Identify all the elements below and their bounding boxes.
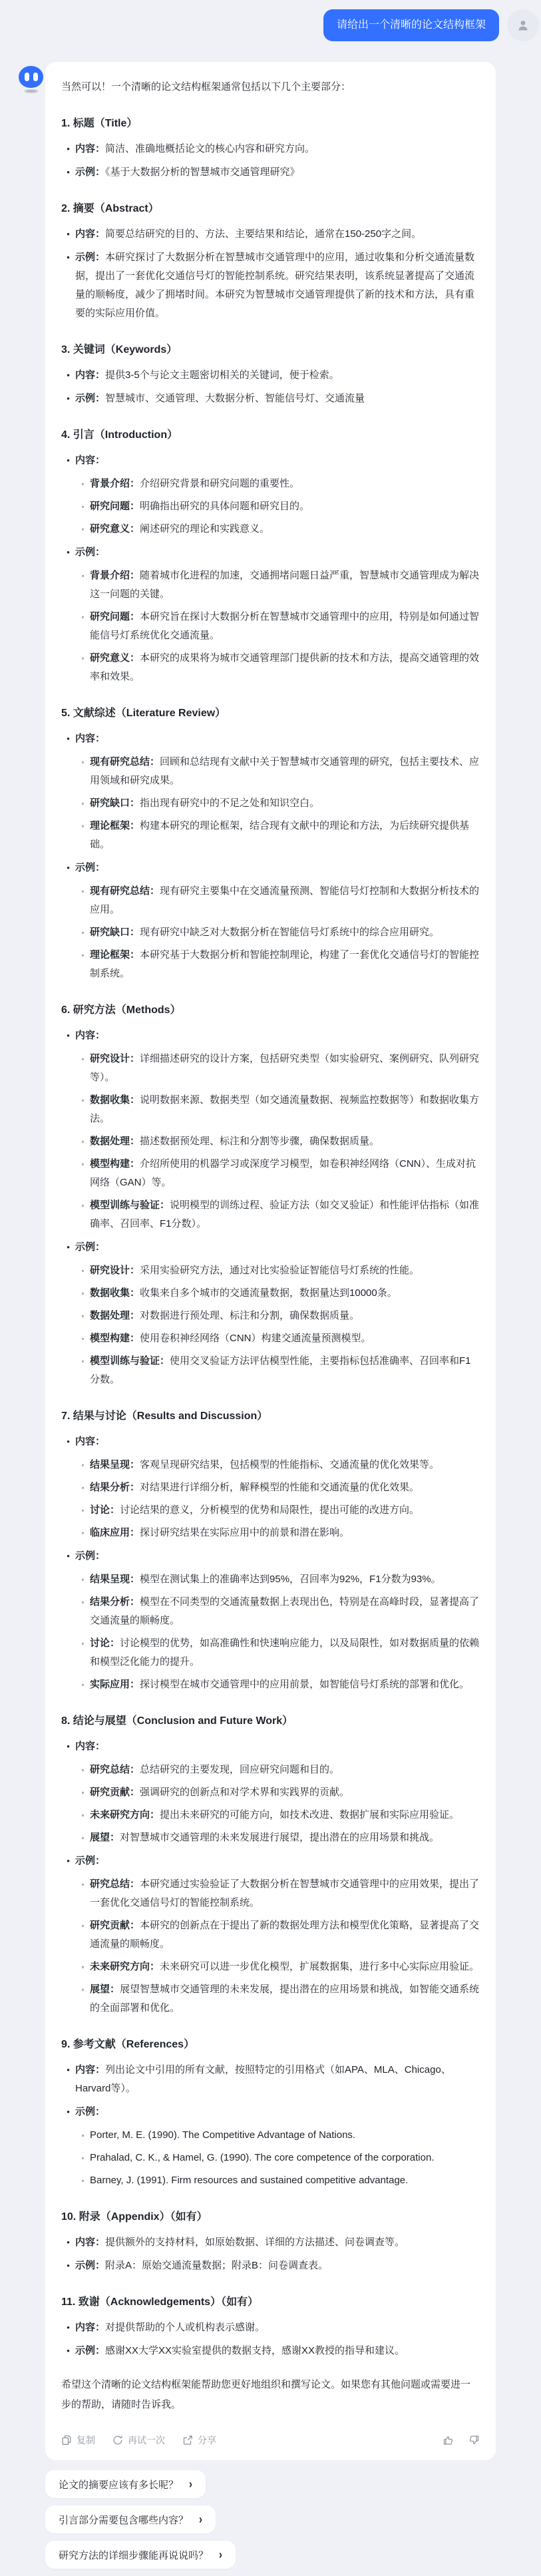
share-icon [182,2435,193,2446]
sub-list-item [76,2126,480,2145]
section-heading: 4. 引言（Introduction） [61,429,178,441]
bullet-circle-icon: ◦ [81,612,85,622]
sub-list-item-text: 研究缺口：指出现有研究中的不足之处和知识空白。 [90,797,320,809]
list-item-text: 示例：附录A：原始交通流量数据；附录B：问卷调查表。 [75,2260,329,2271]
sub-list-item [76,1761,480,1779]
section-heading: 3. 关键词（Keywords） [61,344,178,355]
chevron-right-icon: › [199,2512,203,2527]
list-item-text: 内容：提供3-5个与论文主题密切相关的关键词，便于检索。 [75,369,339,381]
list-item [61,730,480,748]
sub-list-item-text: 数据收集：说明数据来源、数据类型（如交通流量数据、视频监控数据等）和数据收集方法。 [90,1094,480,1124]
sub-list [76,566,480,686]
sub-list-item-text: 实际应用：探讨模型在城市交通管理中的应用前景，如智能信号灯系统的部署和优化。 [90,1679,470,1690]
bullet-circle-icon: ◦ [81,1357,85,1366]
bullet-icon: • [67,2237,70,2247]
bullet-circle-icon: ◦ [81,1921,85,1930]
section-heading: 7. 结果与讨论（Results and Discussion） [61,1410,268,1422]
sub-list-item-text: 模型训练与验证：使用交叉验证方法评估模型性能，主要指标包括准确率、召回率和F1分数。 [90,1355,471,1385]
sub-list-item-text: 研究设计：采用实验研究方法，通过对比实验验证智能信号灯系统的性能。 [90,1265,420,1276]
suggestion-label: 研究方法的详细步骤能再说说吗？ [59,2549,209,2561]
suggestion-label: 引言部分需要包含哪些内容？ [59,2514,189,2526]
list-item-text: 示例： [75,862,106,873]
suggestion-row [45,2470,541,2505]
list-item [61,451,480,470]
suggestion-chip[interactable] [45,2505,216,2533]
thumbs-up-button[interactable] [443,2434,454,2446]
bullet-circle-icon: ◦ [81,1054,85,1064]
sub-list-item-text: 结果分析：模型在不同类型的交通流量数据上表现出色，特别是在高峰时段，显著提高了交通流量的顺畅度。 [90,1596,480,1626]
list-item [61,1238,480,1257]
list-item [61,366,480,385]
bullet-circle-icon: ◦ [81,1289,85,1298]
sub-list-item-text: 研究设计：详细描述研究的设计方案，包括研究类型（如实验研究、案例研究、队列研究等）。 [90,1053,480,1083]
person-icon [516,18,530,33]
bullet-circle-icon: ◦ [81,1788,85,1797]
list-item-text: 内容：简要总结研究的目的、方法、主要结果和结论，通常在150-250字之间。 [75,228,422,240]
sub-list-item [76,1132,480,1151]
sub-list-item [76,1196,480,1233]
sub-list-item-text: 结果呈现：客观呈现研究结果，包括模型的性能指标、交通流量的优化效果等。 [90,1459,440,1470]
bullet-icon: • [67,2107,70,2117]
sub-list-item-text: 现有研究总结：现有研究主要集中在交通流量预测、智能信号灯控制和大数据分析技术的应用。 [90,885,480,915]
sub-list-item-text: 研究贡献：强调研究的创新点和对学术界和实践界的贡献。 [90,1787,350,1798]
bullet-icon: • [67,2322,70,2332]
sub-list [76,882,480,983]
retry-icon [112,2435,123,2446]
sub-list-item [76,1828,480,1847]
section-heading: 9. 参考文献（References） [61,2039,195,2050]
list-item [61,859,480,877]
list-item-text: 内容：简洁、准确地概括论文的核心内容和研究方向。 [75,143,315,154]
sub-list-item [76,2171,480,2190]
message-action-bar [61,2428,480,2454]
sub-list-item [76,608,480,645]
bullet-circle-icon: ◦ [81,1833,85,1842]
list-item [61,2318,480,2337]
bullet-icon: • [67,393,70,403]
chevron-right-icon: › [219,2547,223,2562]
sub-list-item [76,2149,480,2167]
sub-list-item [76,649,480,686]
bullet-circle-icon: ◦ [81,1334,85,1343]
bullet-icon: • [67,1856,70,1866]
sub-list-item [76,1352,480,1389]
list-item-text: 示例： [75,2106,106,2117]
sub-list-item-text: 数据处理：描述数据预处理、标注和分割等步骤，确保数据质量。 [90,1136,380,1147]
sub-list-item-text: 展望：对智慧城市交通管理的未来发展进行展望，提出潜在的应用场景和挑战。 [90,1832,440,1843]
list-item [61,2256,480,2275]
bullet-icon: • [67,2065,70,2075]
user-avatar [507,9,539,41]
sub-list-item [76,794,480,813]
list-item-text: 示例： [75,1855,106,1866]
sub-list-item-text: 模型构建：使用卷积神经网络（CNN）构建交通流量预测模型。 [90,1333,371,1344]
sub-list-item [76,497,480,516]
user-message-bubble: 请给出一个清晰的论文结构框架 [323,9,499,41]
list-item [61,1026,480,1045]
bullet-circle-icon: ◦ [81,1311,85,1321]
bullet-circle-icon: ◦ [81,1528,85,1538]
sub-list-item-text: 理论框架：构建本研究的理论框架，结合现有文献中的理论和方法，为后续研究提供基础。 [90,820,470,850]
bullet-icon: • [67,144,70,154]
sub-list-item-text: 结果分析：对结果进行详细分析，解释模型的性能和交通流量的优化效果。 [90,1482,420,1493]
sub-list-item [76,1284,480,1303]
bullet-icon: • [67,1741,70,1751]
bullet-icon: • [67,167,70,177]
bullet-circle-icon: ◦ [81,1985,85,1994]
bullet-circle-icon: ◦ [81,1201,85,1210]
bullet-circle-icon: ◦ [81,887,85,896]
sub-list-item-text: 临床应用：探讨研究结果在实际应用中的前景和潜在影响。 [90,1527,350,1538]
bullet-circle-icon: ◦ [81,1765,85,1775]
bullet-circle-icon: ◦ [81,1811,85,1820]
assistant-intro-text: 当然可以！一个清晰的论文结构框架通常包括以下几个主要部分： [61,81,351,93]
list-item [61,2103,480,2121]
sub-list-item [76,1783,480,1802]
sections-container [61,114,480,2360]
bullet-circle-icon: ◦ [81,1598,85,1607]
sub-list-item-text: 讨论：讨论结果的意义，分析模型的优势和局限性，提出可能的改进方向。 [90,1504,420,1516]
sub-list-item-text: 模型构建：介绍所使用的机器学习或深度学习模型，如卷积神经网络（CNN）、生成对抗网络（GAN）等。 [90,1158,476,1188]
sub-list-item [76,817,480,854]
list-item [61,225,480,244]
sub-list-item [76,1478,480,1497]
bullet-circle-icon: ◦ [81,571,85,580]
bot-eye-left [25,73,29,81]
bullet-icon: • [67,734,70,744]
sub-list-item-text: Prahalad, C. K., & Hamel, G. (1990). The core competence of the corporation. [90,2152,435,2163]
sub-list-item [76,566,480,604]
list-item-text: 内容： [75,455,106,466]
bullet-circle-icon: ◦ [81,479,85,489]
bullet-circle-icon: ◦ [81,2176,85,2185]
list-item-text: 示例： [75,546,106,558]
bullet-circle-icon: ◦ [81,2131,85,2140]
sub-list [76,475,480,538]
sub-list [76,2126,480,2190]
list-item [61,1547,480,1566]
bullet-icon: • [67,863,70,873]
list-item [61,163,480,182]
bullet-circle-icon: ◦ [81,928,85,937]
sub-list-item [76,1456,480,1474]
list-item-text: 示例：智慧城市、交通管理、大数据分析、智能信号灯、交通流量 [75,393,365,404]
bullet-icon: • [67,1030,70,1040]
assistant-bot-icon [19,66,43,88]
bullet-circle-icon: ◦ [81,1460,85,1470]
copy-label: 复制 [77,2435,95,2446]
sub-list-item-text: 研究缺口：现有研究中缺乏对大数据分析在智能信号灯系统中的综合应用研究。 [90,927,440,938]
bullet-circle-icon: ◦ [81,502,85,511]
sub-list-item [76,946,480,983]
sub-list-item [76,1980,480,2018]
bullet-icon: • [67,1242,70,1252]
list-item-text: 内容：对提供帮助的个人或机构表示感谢。 [75,2322,266,2333]
bullet-circle-icon: ◦ [81,654,85,663]
list-item [61,140,480,158]
list-item [61,389,480,408]
retry-button[interactable] [112,2434,165,2447]
section-heading: 1. 标题（Title） [61,118,138,129]
suggestion-chips [0,2470,541,2576]
suggestion-chip[interactable] [45,2470,206,2498]
bullet-circle-icon: ◦ [81,951,85,960]
bullet-icon: • [67,2260,70,2270]
list-item-text: 示例：《基于大数据分析的智慧城市交通管理研究》 [75,166,300,178]
sub-list [76,1456,480,1542]
suggestion-row [45,2505,541,2541]
bullet-circle-icon: ◦ [81,1137,85,1146]
section-heading: 6. 研究方法（Methods） [61,1004,181,1016]
section-heading: 10. 附录（Appendix）（如有） [61,2211,208,2223]
bullet-circle-icon: ◦ [81,1096,85,1105]
copy-button[interactable] [61,2434,95,2447]
list-item-text: 示例： [75,1550,106,1562]
sub-list [76,1875,480,2018]
sub-list-item [76,1916,480,1954]
sub-list-item-text: 未来研究方向：提出未来研究的可能方向，如技术改进、数据扩展和实际应用验证。 [90,1809,460,1821]
list-item [61,2233,480,2252]
bullet-circle-icon: ◦ [81,757,85,767]
sub-list-item-text: Porter, M. E. (1990). The Competitive Advantage of Nations. [90,2129,356,2141]
list-item-text: 示例： [75,1241,106,1253]
list-item-text: 内容：提供额外的支持材料，如原始数据、详细的方法描述、问卷调查等。 [75,2237,405,2248]
bullet-circle-icon: ◦ [81,1639,85,1648]
sub-list-item [76,923,480,942]
list-item [61,2342,480,2360]
chevron-right-icon: › [189,2477,193,2491]
sub-list-item [76,1155,480,1192]
sub-list-item-text: 研究问题：明确指出研究的具体问题和研究目的。 [90,501,310,512]
bullet-circle-icon: ◦ [81,1160,85,1169]
user-message-row [0,9,541,41]
sub-list-item [76,1501,480,1520]
sub-list-item [76,882,480,919]
sub-list-item-text: 背景介绍：介绍研究背景和研究问题的重要性。 [90,478,300,489]
share-label: 分享 [198,2435,216,2446]
sub-list-item [76,520,480,538]
sub-list-item [76,1634,480,1671]
bullet-circle-icon: ◦ [81,821,85,831]
assistant-message-row [0,62,541,2460]
sub-list-item-text: 理论框架：本研究基于大数据分析和智能控制理论，构建了一套优化交通信号灯的智能控制系统。 [90,949,480,979]
list-item-text: 内容： [75,733,106,744]
sub-list-item-text: 未来研究方向：未来研究可以进一步优化模型，扩展数据集，进行多中心实际应用验证。 [90,1961,480,1972]
sub-list-item-text: 展望：展望智慧城市交通管理的未来发展，提出潜在的应用场景和挑战，如智能交通系统的全面部署和优化。 [90,1984,480,2014]
sub-list [76,1570,480,1694]
bullet-circle-icon: ◦ [81,1680,85,1689]
bot-eye-right [33,73,38,81]
list-item [61,1852,480,1870]
bullet-icon: • [67,547,70,557]
retry-label: 再试一次 [128,2435,165,2446]
sub-list-item [76,1261,480,1280]
avatar-shadow [25,90,38,93]
sub-list-item-text: 现有研究总结：回顾和总结现有文献中关于智慧城市交通管理的研究，包括主要技术、应用领域和研究成果。 [90,756,480,786]
bullet-icon: • [67,2346,70,2356]
list-item-text: 内容：列出论文中引用的所有文献，按照特定的引用格式（如APA、MLA、Chicago、Harvard等）。 [75,2064,451,2094]
sub-list-item-text: 研究问题：本研究旨在探讨大数据分析在智慧城市交通管理中的应用，特别是如何通过智能信号灯系统优化交通流量。 [90,611,480,641]
bullet-icon: • [67,1551,70,1561]
list-item-text: 内容： [75,1030,106,1041]
sub-list-item-text: Barney, J. (1991). Firm resources and sustained competitive advantage. [90,2175,409,2186]
bullet-circle-icon: ◦ [81,1880,85,1889]
sub-list-item [76,475,480,493]
bullet-icon: • [67,455,70,465]
bullet-circle-icon: ◦ [81,1483,85,1492]
list-item-text: 示例：本研究探讨了大数据分析在智慧城市交通管理中的应用，通过收集和分析交通流量数据，提出了一套优化交通信号灯的智能控制系统。研究结果表明，该系统显著提高了交通流量的顺畅度，减少了拥堵时间。本研究为智慧城市交通管理提供了新的技术和方法，具有重要的实际应用价值。 [75,252,475,319]
sub-list [76,1261,480,1389]
sub-list [76,1050,480,1233]
list-item-text: 内容： [75,1436,106,1447]
sub-list-item [76,1593,480,1630]
suggestion-chip[interactable] [45,2541,236,2569]
suggestion-row [45,2541,541,2576]
sub-list-item [76,1675,480,1694]
sub-list-item-text: 研究意义：阐述研究的理论和实践意义。 [90,523,270,535]
sub-list-item [76,1806,480,1825]
bullet-icon: • [67,370,70,380]
list-item [61,248,480,323]
sub-list [76,1761,480,1847]
bullet-icon: • [67,252,70,262]
bullet-circle-icon: ◦ [81,525,85,534]
sub-list-item [76,1958,480,1976]
bullet-circle-icon: ◦ [81,799,85,808]
list-item [61,1737,480,1756]
sub-list-item-text: 数据收集：收集来自多个城市的交通流量数据，数据量达到10000条。 [90,1287,397,1299]
sub-list-item-text: 研究总结：总结研究的主要发现，回应研究问题和目的。 [90,1764,340,1775]
copy-icon [61,2435,72,2446]
sub-list-item-text: 研究总结：本研究通过实验验证了大数据分析在智慧城市交通管理中的应用效果，提出了一套优化交通信号灯的智能控制系统。 [90,1878,480,1908]
sub-list-item-text: 研究意义：本研究的成果将为城市交通管理部门提供新的技术和方法，提高交通管理的效率和效果。 [90,652,480,682]
sub-list [76,753,480,854]
bullet-circle-icon: ◦ [81,1962,85,1972]
assistant-closing-text: 希望这个清晰的论文结构框架能帮助您更好地组织和撰写论文。如果您有其他问题或需要进一步的帮助，请随时告诉我。 [61,2379,471,2410]
section-heading: 2. 摘要（Abstract） [61,203,159,214]
share-button[interactable] [182,2434,216,2447]
thumbs-down-icon [468,2434,480,2446]
sub-list-item [76,753,480,790]
sub-list-item-text: 结果呈现：模型在测试集上的准确率达到95%，召回率为92%，F1分数为93%。 [90,1574,441,1585]
sub-list-item-text: 讨论：讨论模型的优势，如高准确性和快速响应能力，以及局限性，如对数据质量的依赖和模型泛化能力的提升。 [90,1637,480,1667]
assistant-message-card [45,62,496,2460]
sub-list-item [76,1570,480,1589]
list-item-text: 示例：感谢XX大学XX实验室提供的数据支持，感谢XX教授的指导和建议。 [75,2345,405,2356]
list-item-text: 内容： [75,1741,106,1752]
section-heading: 5. 文献综述（Literature Review） [61,708,226,719]
sub-list-item-text: 模型训练与验证：说明模型的训练过程、验证方法（如交叉验证）和性能评估指标（如准确率、召回率、F1分数）。 [90,1199,480,1229]
list-item [61,543,480,562]
sub-list-item [76,1524,480,1542]
bullet-circle-icon: ◦ [81,1575,85,1584]
bullet-icon: • [67,229,70,239]
sub-list-item [76,1329,480,1348]
sub-list-item [76,1091,480,1128]
bullet-circle-icon: ◦ [81,2153,85,2163]
sub-list-item-text: 研究贡献：本研究的创新点在于提出了新的数据处理方法和模型优化策略，显著提高了交通流量的顺畅度。 [90,1920,480,1950]
bullet-circle-icon: ◦ [81,1506,85,1515]
thumbs-down-button[interactable] [468,2434,480,2446]
assistant-avatar [19,62,44,93]
sub-list-item [76,1307,480,1325]
bullet-circle-icon: ◦ [81,1266,85,1275]
list-item [61,2061,480,2098]
sub-list-item [76,1050,480,1087]
sub-list-item [76,1875,480,1912]
sub-list-item-text: 数据处理：对数据进行预处理、标注和分割，确保数据质量。 [90,1310,360,1321]
section-heading: 11. 致谢（Acknowledgements）（如有） [61,2296,259,2308]
thumbs-up-icon [443,2434,454,2446]
sub-list-item-text: 背景介绍：随着城市化进程的加速，交通拥堵问题日益严重，智慧城市交通管理成为解决这一问题的关键。 [90,570,480,600]
suggestion-label: 论文的摘要应该有多长呢？ [59,2479,179,2491]
list-item [61,1432,480,1451]
bullet-icon: • [67,1436,70,1446]
section-heading: 8. 结论与展望（Conclusion and Future Work） [61,1715,293,1727]
